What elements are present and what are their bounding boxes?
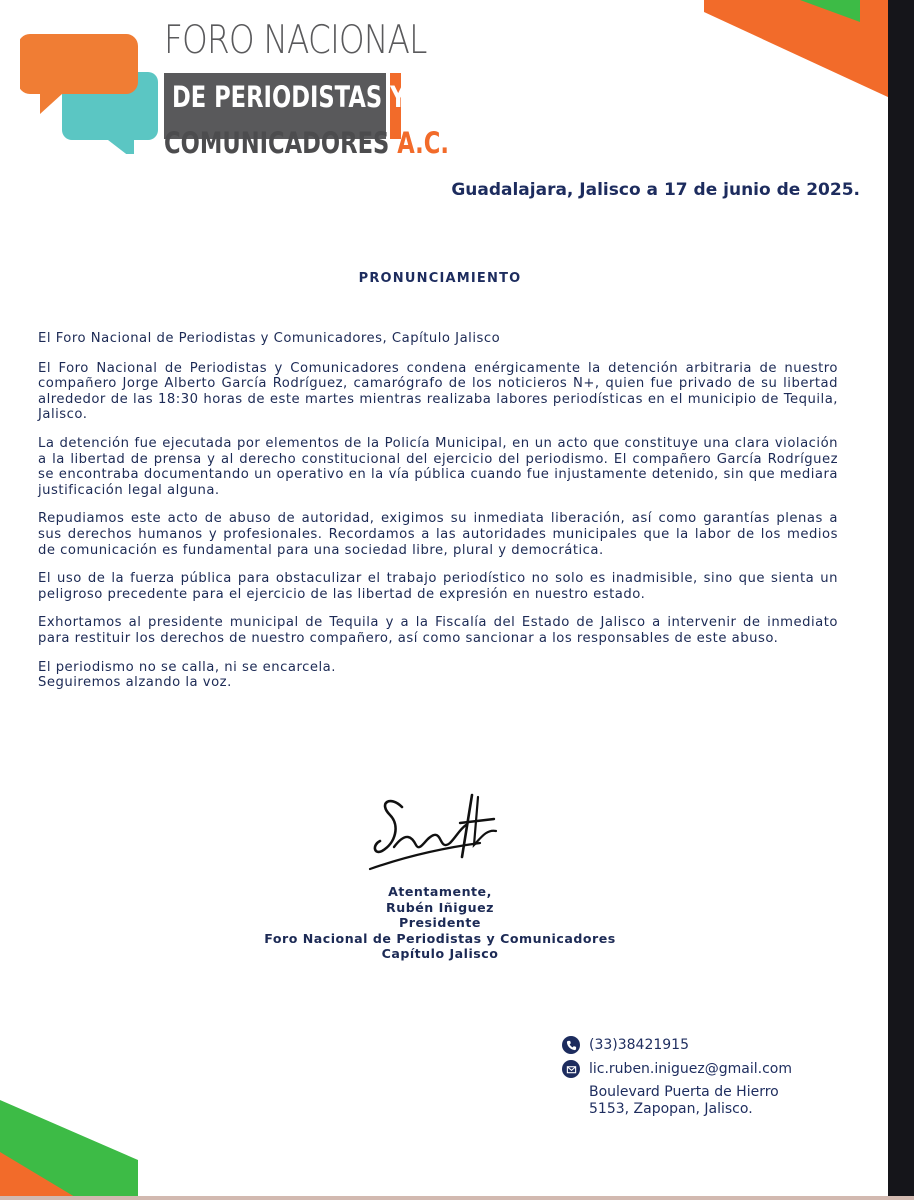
email-address[interactable]: lic.ruben.iniguez@gmail.com bbox=[589, 1061, 792, 1077]
paragraph-4: El uso de la fuerza pública para obstaculizar el trabajo periodístico no solo es inadmisible, sino que sienta un peligroso precedente para el ejercicio de las libertad de expresión en nuestro estado. bbox=[38, 571, 838, 602]
corner-decoration-top-right bbox=[700, 0, 890, 100]
postal-address bbox=[589, 1084, 792, 1118]
signer-name: Rubén Iñiguez bbox=[386, 899, 494, 915]
signer-chapter: Capítulo Jalisco bbox=[381, 946, 499, 962]
signature-block bbox=[200, 884, 680, 962]
speech-bubbles-icon bbox=[20, 24, 160, 154]
signer-organization: Foro Nacional de Periodistas y Comunicadores bbox=[264, 930, 616, 946]
closing bbox=[38, 660, 838, 691]
email-icon bbox=[562, 1060, 580, 1078]
phone-number: (33)38421915 bbox=[589, 1037, 689, 1053]
paragraph-5: Exhortamos al presidente municipal de Tequila y a la Fiscalía del Estado de Jalisco a intervenir de inmediato para restituir los derechos de nuestro compañero, así como sancionar a los responsables de este abuso. bbox=[38, 615, 838, 646]
organization-logo bbox=[20, 18, 449, 168]
paragraph-2: La detención fue ejecutada por elementos de la Policía Municipal, en un acto que constituye una clara violación a la libertad de prensa y al derecho constitucional del ejercicio del periodismo. El compañero García Rodríguez se encontraba documentando un operativo en la vía pública cuando fue injustamente detenido, sin que mediara justificación legal alguna. bbox=[38, 435, 838, 498]
paragraph-3: Repudiamos este acto de abuso de autoridad, exigimos su inmediata liberación, así como garantías plenas a sus derechos humanos y profesionales. Recordamos a las autoridades municipales que la labor de los medios de comunicación es fundamental para una sociedad libre, plural y democrática. bbox=[38, 511, 838, 558]
logo-line-2: DE PERIODISTAS Y bbox=[172, 80, 407, 114]
phone-row bbox=[562, 1036, 792, 1054]
page-edge-bottom bbox=[0, 1196, 914, 1200]
corner-decoration-bottom-left bbox=[0, 1100, 140, 1200]
logo-line-1: FORO NACIONAL bbox=[164, 18, 427, 63]
paragraph-1: El Foro Nacional de Periodistas y Comunicadores condena enérgicamente la detención arbitraria de nuestro compañero Jorge Alberto García Rodríguez, camarógrafo de los noticieros N+, quien fue privado de su libertad alrededor de las 18:30 horas de este martes mientras realizaba labores periodísticas en el municipio de Tequila, Jalisco. bbox=[38, 360, 838, 423]
contact-info bbox=[562, 1036, 792, 1118]
document-title: PRONUNCIAMIENTO bbox=[358, 271, 522, 286]
letter-body bbox=[38, 331, 838, 704]
signer-role: Presidente bbox=[399, 915, 481, 931]
closing-line-2: Seguiremos alzando la voz. bbox=[38, 675, 232, 691]
logo-suffix: A.C. bbox=[397, 126, 449, 160]
email-row bbox=[562, 1060, 792, 1078]
address-line-1: Boulevard Puerta de Hierro bbox=[589, 1084, 779, 1100]
valediction: Atentamente, bbox=[388, 884, 492, 899]
logo-line-3 bbox=[164, 126, 449, 160]
closing-line-1: El periodismo no se calla, ni se encarcela. bbox=[38, 659, 336, 675]
dateline: Guadalajara, Jalisco a 17 de junio de 2025. bbox=[451, 180, 860, 200]
page-edge-right bbox=[888, 0, 914, 1200]
salutation: El Foro Nacional de Periodistas y Comunicadores, Capítulo Jalisco bbox=[38, 331, 501, 346]
logo-line-3-text: COMUNICADORES bbox=[164, 126, 390, 160]
phone-icon bbox=[562, 1036, 580, 1054]
handwritten-signature bbox=[360, 785, 510, 875]
address-line-2: 5153, Zapopan, Jalisco. bbox=[589, 1101, 753, 1117]
